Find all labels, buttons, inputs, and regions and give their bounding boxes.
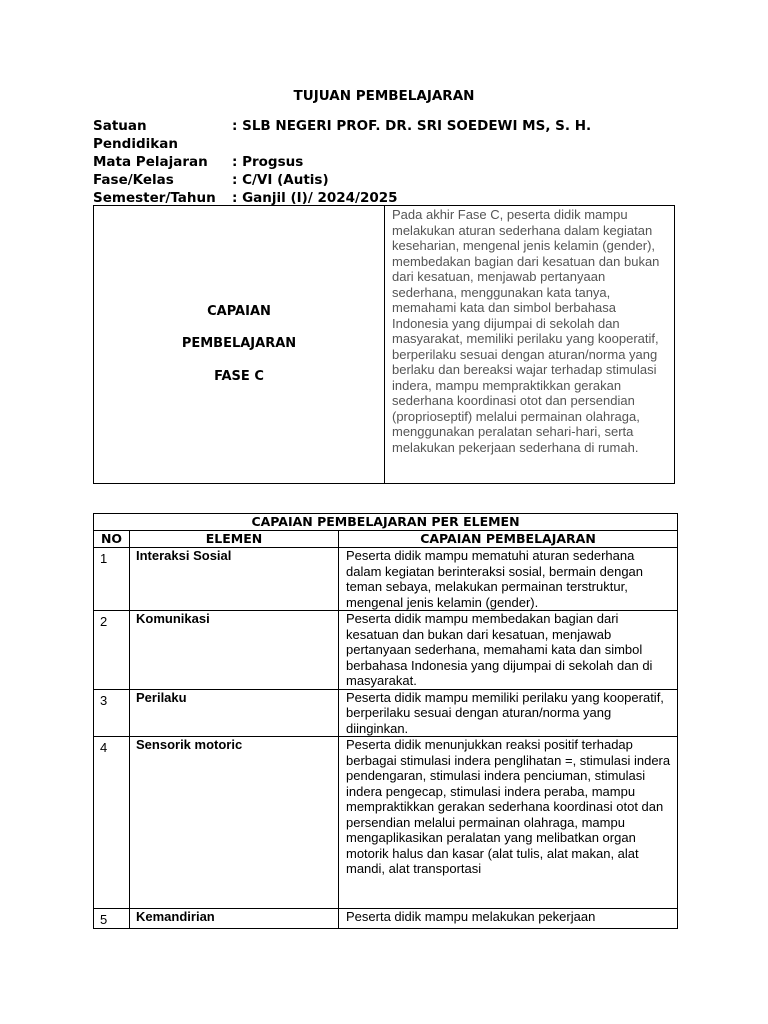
capaian-heading-line: FASE C	[214, 368, 264, 384]
column-header-no: NO	[94, 531, 130, 548]
table-row	[94, 611, 678, 690]
info-row-mata-pelajaran	[93, 153, 591, 171]
row-capaian: Peserta didik mampu melakukan pekerjaan	[339, 909, 678, 929]
table-row	[94, 689, 678, 737]
info-label: Fase/Kelas	[93, 172, 174, 188]
info-value: : C/VI (Autis)	[232, 172, 329, 188]
row-elemen: Interaksi Sosial	[130, 548, 339, 611]
capaian-heading-cell	[94, 206, 385, 484]
info-row-satuan-pendidikan	[93, 117, 591, 153]
row-capaian: Peserta didik menunjukkan reaksi positif terhadap berbagai stimulasi indera penglihatan =, stimulasi indera pendengaran, stimulasi indera penciuman, stimulasi indera pengecap, stimulasi indera peraba, mampu mempraktikkan gerakan sederhana koordinasi otot dan persendian melalui permainan olahraga, mampu mengaplikasikan peralatan yang melibatkan organ motorik halus dan kasar (alat tulis, alat makan, alat mandi, alat transportasi	[339, 737, 678, 909]
capaian-pembelajaran-table	[93, 205, 675, 484]
document-info	[93, 117, 591, 207]
capaian-text: Pada akhir Fase C, peserta didik mampu melakukan aturan sederhana dalam kegiatan keseharian, mengenal jenis kelamin (gender), membedakan bagian dari kesatuan dan bukan dari kesatuan, menjawab pertanyaan sederhana, menggunakan kata tanya, memahami kata dan simbol berbahasa Indonesia yang dijumpai di sekolah dan masyarakat, memiliki perilaku yang kooperatif, berperilaku sesuai dengan aturan/norma yang berlaku dan bereaksi wajar terhadap stimulasi indera, mampu mempraktikkan gerakan sederhana koordinasi otot dan persendian (proprioseptif) melalui permainan olahraga, menggunakan peralatan sehari-hari, serta melakukan pekerjaan sederhana di rumah.	[385, 206, 675, 484]
row-number: 4	[94, 737, 130, 909]
row-elemen: Komunikasi	[130, 611, 339, 690]
info-label: Semester/Tahun	[93, 190, 216, 206]
capaian-row	[94, 206, 675, 484]
info-value: : Ganjil (I)/ 2024/2025	[232, 190, 398, 206]
document-title: TUJUAN PEMBELAJARAN	[293, 88, 475, 104]
row-capaian: Peserta didik mampu memiliki perilaku yang kooperatif, berperilaku sesuai dengan aturan/norma yang diinginkan.	[339, 689, 678, 737]
row-capaian: Peserta didik mampu membedakan bagian dari kesatuan dan bukan dari kesatuan, menjawab pertanyaan sederhana, memahami kata dan simbol berbahasa Indonesia yang dijumpai di sekolah dan di masyarakat.	[339, 611, 678, 690]
row-elemen: Perilaku	[130, 689, 339, 737]
info-row-fase-kelas	[93, 171, 591, 189]
table-row	[94, 909, 678, 929]
table-row	[94, 737, 678, 909]
info-value: : Progsus	[232, 154, 304, 170]
info-value: : SLB NEGERI PROF. DR. SRI SOEDEWI MS, S. H.	[232, 118, 592, 134]
elemen-table-title-row	[94, 514, 678, 531]
row-number: 1	[94, 548, 130, 611]
capaian-heading-line: PEMBELAJARAN	[181, 336, 297, 352]
info-label: Mata Pelajaran	[93, 154, 208, 170]
column-header-elemen: ELEMEN	[130, 531, 339, 548]
row-elemen: Kemandirian	[130, 909, 339, 929]
elemen-table-header-row	[94, 531, 678, 548]
info-label: Satuan Pendidikan	[93, 118, 178, 152]
table-row	[94, 548, 678, 611]
elemen-table-title: CAPAIAN PEMBELAJARAN PER ELEMEN	[94, 514, 678, 531]
column-header-capaian: CAPAIAN PEMBELAJARAN	[339, 531, 678, 548]
row-number: 5	[94, 909, 130, 929]
row-number: 3	[94, 689, 130, 737]
elemen-table	[93, 513, 678, 929]
capaian-heading-line: CAPAIAN	[207, 303, 271, 319]
row-capaian: Peserta didik mampu mematuhi aturan sederhana dalam kegiatan berinteraksi sosial, bermain dengan teman sebaya, melakukan permainan terstruktur, mengenal jenis kelamin (gender).	[339, 548, 678, 611]
row-elemen: Sensorik motoric	[130, 737, 339, 909]
row-number: 2	[94, 611, 130, 690]
